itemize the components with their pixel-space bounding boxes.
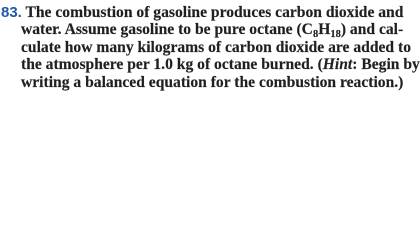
problem-text: : Begin by [352, 56, 420, 74]
problem-83 [1, 4, 420, 91]
problem-line-5 [1, 73, 404, 91]
problem-line-2 [1, 21, 404, 41]
problem-text: water. Assume gasoline to be pure octane ( [21, 21, 302, 39]
problem-text: The combustion of gasoline produces carbon dioxide and [25, 4, 404, 21]
problem-line-1 [1, 4, 404, 21]
problem-line-4 [1, 56, 420, 74]
problem-text: ) and cal- [340, 21, 404, 39]
octane-formula: $C_8H_{18}$ [301, 21, 341, 41]
problem-text: the atmosphere per 1.0 kg of octane burned. ( [21, 56, 323, 74]
hint-label: Hint [322, 56, 353, 74]
problem-line-3 [1, 38, 411, 56]
problem-number: 83. [1, 4, 22, 21]
problem-text: writing a balanced equation for the combustion reaction.) [21, 73, 404, 91]
problem-text: culate how many kilograms of carbon dioxide are added to [21, 38, 411, 56]
